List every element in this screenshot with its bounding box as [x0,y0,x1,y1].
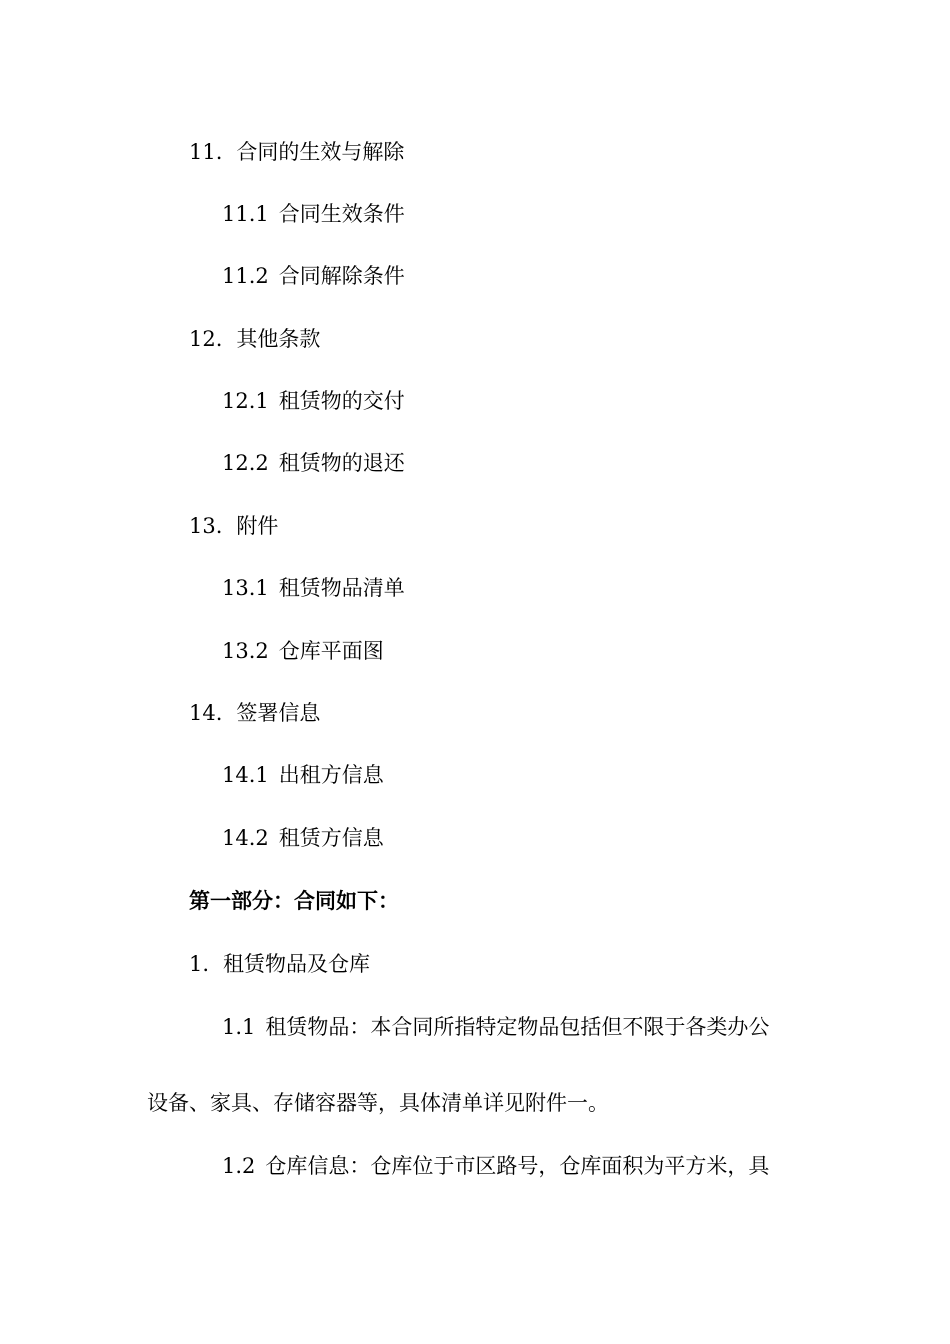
toc-title: 出租方信息 [278,763,384,787]
toc-subitem-14-1 [222,760,384,790]
toc-title: 租赁物的交付 [278,389,405,413]
toc-number: 14.1 [222,763,269,787]
toc-subitem-12-1 [222,386,405,416]
toc-subitem-12-2 [222,448,405,478]
section-number: 1. [189,952,210,976]
toc-number: 12.1 [222,389,269,413]
toc-number: 12.2 [222,451,269,475]
clause-1-1-line-2: 设备、家具、存储容器等，具体清单详见附件一。 [147,1091,609,1115]
toc-subitem-13-2 [222,636,384,666]
clause-text: 仓库信息：仓库位于市区路号，仓库面积为平方米，具 [265,1154,770,1178]
part-heading: 第一部分：合同如下： [189,888,399,913]
toc-item-13 [189,511,278,541]
toc-item-14 [189,698,320,728]
toc-title: 其他条款 [236,327,321,351]
toc-number: 14.2 [222,826,269,850]
toc-item-12 [189,324,320,354]
toc-subitem-11-2 [222,261,405,291]
toc-number: 13. [189,514,223,538]
toc-number: 11. [189,140,223,164]
clause-1-2-line-1 [222,1151,769,1181]
toc-title: 租赁物的退还 [278,451,405,475]
toc-title: 合同的生效与解除 [236,140,405,164]
toc-title: 签署信息 [236,701,321,725]
toc-title: 合同生效条件 [278,202,405,226]
toc-number: 14. [189,701,223,725]
toc-number: 11.1 [222,202,269,226]
toc-item-11 [189,137,404,167]
clause-number: 1.2 [222,1154,256,1178]
section-1-heading [189,949,370,979]
clause-1-1-line-1 [222,1012,769,1042]
toc-number: 11.2 [222,264,269,288]
toc-title: 租赁方信息 [278,826,384,850]
toc-title: 仓库平面图 [278,639,384,663]
toc-subitem-14-2 [222,823,384,853]
toc-title: 合同解除条件 [278,264,405,288]
toc-subitem-13-1 [222,573,405,603]
clause-text: 租赁物品：本合同所指特定物品包括但不限于各类办公 [265,1015,770,1039]
toc-title: 租赁物品清单 [278,576,405,600]
toc-subitem-11-1 [222,199,405,229]
section-title: 租赁物品及仓库 [223,952,371,976]
clause-number: 1.1 [222,1015,256,1039]
toc-title: 附件 [236,514,279,538]
toc-number: 12. [189,327,223,351]
toc-number: 13.1 [222,576,269,600]
toc-number: 13.2 [222,639,269,663]
